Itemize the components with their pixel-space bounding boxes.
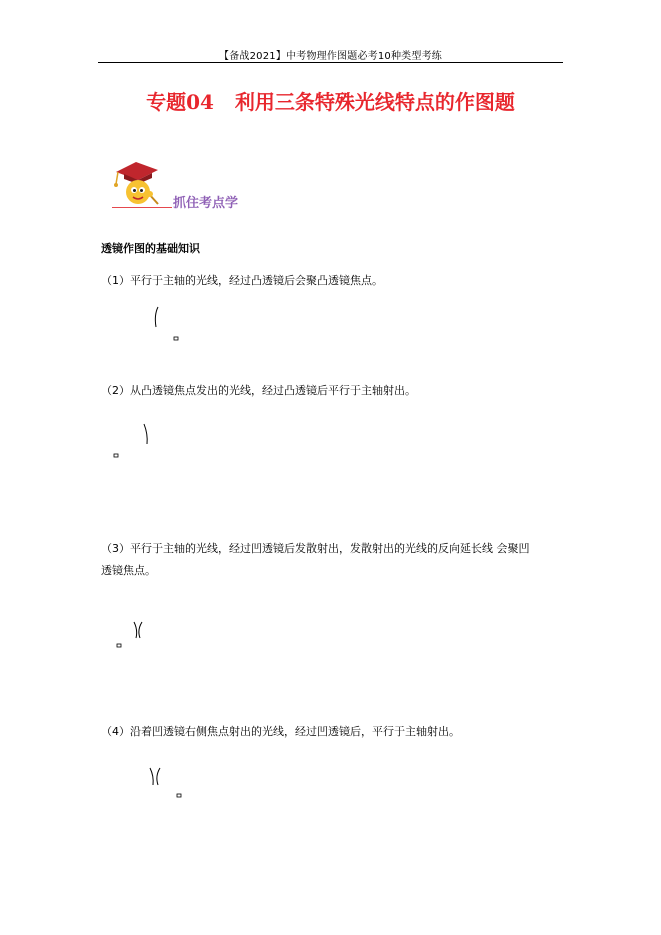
- convex-lens-diagram-2: [110, 422, 155, 464]
- list-item-1-text: （1）平行于主轴的光线，经过凸透镜后会聚凸透镜焦点。: [101, 274, 383, 287]
- banner-underline: [112, 207, 172, 208]
- list-item-2-text: （2）从凸透镜焦点发出的光线，经过凸透镜后平行于主轴射出。: [101, 384, 416, 397]
- running-header: 【备战2021】中考物理作图题必考10种类型考练: [219, 51, 442, 62]
- list-item-3-text: [101, 538, 571, 582]
- concave-lens-diagram-1: [112, 620, 152, 652]
- graduation-mascot-icon: [108, 160, 168, 210]
- list-item-3-line-1: （3）平行于主轴的光线，经过凹透镜后发散射出，发散射出的光线的反向延长线 会聚凹: [101, 542, 530, 555]
- page-title: 专题04 利用三条特殊光线特点的作图题: [146, 90, 515, 114]
- header-divider: [98, 62, 563, 63]
- banner-label: 抓住考点学: [173, 196, 239, 211]
- concave-lens-diagram-2: [145, 765, 185, 803]
- convex-lens-diagram-1: [152, 305, 184, 347]
- section-heading: 透镜作图的基础知识: [101, 242, 200, 255]
- list-item-3-line-2: 透镜焦点。: [101, 564, 156, 577]
- list-item-4-text: （4）沿着凹透镜右侧焦点射出的光线，经过凹透镜后，平行于主轴射出。: [101, 725, 460, 738]
